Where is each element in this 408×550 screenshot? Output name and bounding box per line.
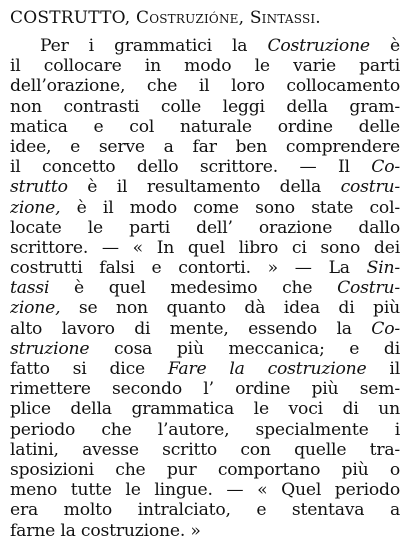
text-segment: latini, avesse scritto con quelle tra- bbox=[10, 439, 400, 460]
italic-term: Co- bbox=[371, 318, 400, 339]
text-segment: è quel medesimo che bbox=[49, 278, 338, 299]
text-segment: rimettere secondo l’ ordine più sem- bbox=[10, 379, 400, 400]
text-line bbox=[10, 218, 400, 238]
text-line bbox=[10, 319, 400, 339]
text-segment: era molto intralciato, e stentava a bbox=[10, 500, 400, 521]
text-segment: Per i grammatici la bbox=[40, 36, 268, 56]
text-segment: è bbox=[369, 36, 400, 56]
text-line bbox=[10, 258, 400, 278]
text-line bbox=[10, 500, 400, 520]
text-line bbox=[10, 56, 400, 76]
entry-term-costrutto: COSTRUTTO, bbox=[10, 8, 131, 28]
text-segment: è il resultamento della bbox=[67, 177, 341, 198]
text-line bbox=[10, 460, 400, 480]
text-segment: idee, e serve a far ben comprendere bbox=[10, 136, 400, 157]
entry-term-sintassi: Sintassi. bbox=[249, 8, 321, 28]
text-line bbox=[10, 157, 400, 177]
entry-term-costruzione: Costruzióne, bbox=[136, 8, 245, 28]
italic-term: struzione bbox=[10, 338, 90, 359]
italic-term: Fare la costruzione bbox=[167, 359, 367, 379]
italic-term: zione, bbox=[10, 197, 61, 218]
text-line bbox=[10, 480, 400, 500]
text-segment: plice della grammatica le voci di un bbox=[10, 399, 400, 420]
text-segment: è il modo come sono state col- bbox=[60, 197, 400, 218]
italic-term: strutto bbox=[10, 177, 68, 198]
text-line bbox=[10, 379, 400, 399]
italic-term: Costruzione bbox=[267, 36, 370, 56]
italic-term: tassi bbox=[10, 278, 50, 299]
text-line bbox=[10, 521, 400, 541]
text-line bbox=[10, 76, 400, 96]
text-line bbox=[10, 117, 400, 137]
text-line bbox=[10, 339, 400, 359]
text-segment: periodo che l’autore, specialmente i bbox=[10, 419, 400, 440]
text-segment: non contrasti colle leggi della gram- bbox=[10, 96, 400, 117]
text-segment: il collocare in modo le varie parti bbox=[10, 56, 400, 77]
italic-term: Costru- bbox=[337, 278, 400, 299]
text-line bbox=[10, 177, 400, 197]
italic-term: Sin- bbox=[366, 258, 400, 279]
text-segment: costrutti falsi e contorti. » — La bbox=[10, 258, 367, 279]
text-segment: cosa più meccanica; e di bbox=[89, 338, 400, 359]
italic-term: Co- bbox=[371, 157, 400, 178]
entry-body bbox=[10, 36, 400, 541]
text-segment: fatto si dice bbox=[10, 359, 168, 379]
text-segment: matica e col naturale ordine delle bbox=[10, 116, 400, 137]
text-line bbox=[10, 238, 400, 258]
text-line bbox=[10, 420, 400, 440]
text-line bbox=[10, 36, 400, 56]
text-line bbox=[10, 137, 400, 157]
text-line bbox=[10, 298, 400, 318]
text-line bbox=[10, 440, 400, 460]
text-segment: se non quanto dà idea di più bbox=[60, 298, 400, 319]
text-line bbox=[10, 399, 400, 419]
italic-term: zione, bbox=[10, 298, 61, 319]
text-segment: il bbox=[366, 359, 400, 379]
text-segment: dell’orazione, che il loro collocamento bbox=[10, 76, 400, 97]
text-line bbox=[10, 359, 400, 379]
text-segment: locate le parti dell’ orazione dallo bbox=[10, 217, 400, 238]
text-line bbox=[10, 97, 400, 117]
text-segment: meno tutte le lingue. — « Quel periodo bbox=[10, 480, 400, 501]
text-segment: farne la costruzione. » bbox=[10, 520, 201, 541]
text-line bbox=[10, 198, 400, 218]
text-segment: scrittore. — « In quel libro ci sono dei bbox=[10, 237, 400, 258]
text-segment: il concetto dello scrittore. — Il bbox=[10, 157, 372, 178]
text-segment: alto lavoro di mente, essendo la bbox=[10, 318, 372, 339]
text-segment: sposizioni che pur comportano più o bbox=[10, 459, 400, 480]
italic-term: costru- bbox=[340, 177, 400, 198]
entry-heading bbox=[10, 8, 321, 28]
text-line bbox=[10, 278, 400, 298]
